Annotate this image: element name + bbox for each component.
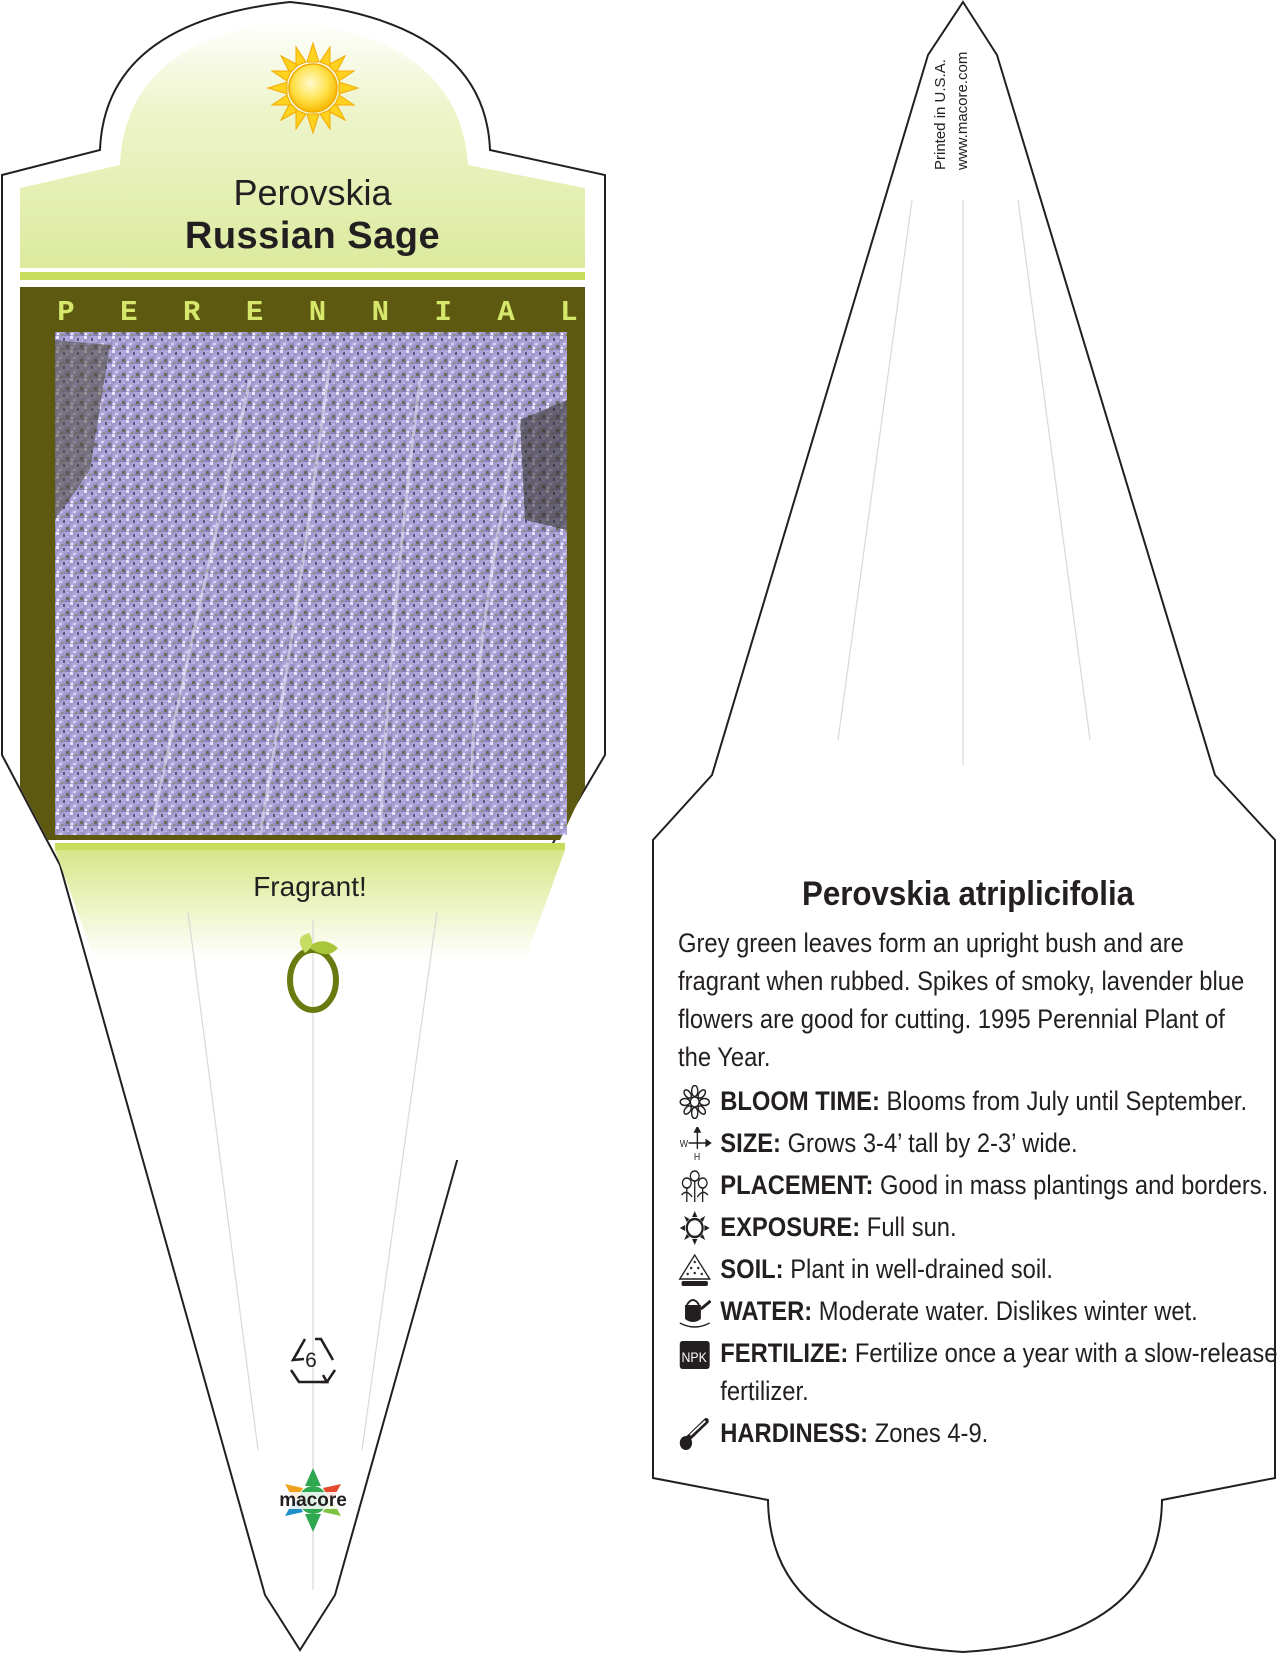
attribute-label: BLOOM TIME:: [720, 1086, 880, 1116]
category-letter: A: [497, 296, 515, 329]
category-letter: N: [371, 296, 390, 329]
category-letter: R: [183, 296, 201, 329]
attribute-label: WATER:: [720, 1296, 813, 1326]
header-divider: [20, 272, 585, 280]
category-label: [55, 296, 580, 329]
attribute-text: Zones 4-9.: [868, 1418, 989, 1448]
lower-band: [55, 843, 565, 850]
attribute-text-continued: slow-release fertilizer.: [720, 1338, 1277, 1406]
attribute-text: Good in mass plantings and borders.: [873, 1170, 1269, 1200]
recycle-number: 6: [305, 1349, 317, 1372]
printed-in-label: Printed in U.S.A.: [932, 59, 949, 170]
attribute-text: Fertilize once a year with a: [848, 1338, 1138, 1368]
attribute-text: Blooms from July until September.: [879, 1086, 1248, 1116]
attribute-text: Full sun.: [860, 1212, 957, 1242]
feature-label: Fragrant!: [253, 871, 367, 902]
common-name: Russian Sage: [184, 215, 441, 257]
category-letter: I: [434, 296, 452, 329]
category-letter: N: [308, 296, 327, 329]
svg-text:NPK: NPK: [681, 1349, 707, 1366]
brand-wordmark: macore: [279, 1490, 347, 1511]
genus-name: Perovskia: [233, 172, 392, 213]
attribute-label: SOIL:: [720, 1254, 784, 1284]
category-letter: L: [560, 296, 578, 329]
attribute-soil: [678, 1250, 1277, 1288]
attribute-label: HARDINESS:: [720, 1418, 869, 1448]
attribute-exposure: [678, 1208, 1277, 1246]
attribute-hardiness: [678, 1414, 1277, 1452]
attribute-label: SIZE:: [720, 1128, 781, 1158]
watering-can-icon: [678, 1295, 711, 1329]
attribute-bloom-time: [678, 1082, 1277, 1120]
soil-icon: [678, 1253, 711, 1287]
website-label: www.macore.com: [954, 51, 971, 170]
attribute-text: Moderate water. Dislikes winter wet.: [812, 1296, 1198, 1326]
attribute-size: [678, 1124, 1277, 1162]
attribute-water: [678, 1292, 1277, 1330]
plant-description: Grey green leaves form an upright bush and are fragrant when rubbed. Spikes of smoky, lavender blue flowers are good for cutting. 1995 Perennial Plant of the Year.: [678, 928, 1245, 1072]
attribute-placement: [678, 1166, 1277, 1204]
placement-icon: [678, 1169, 711, 1203]
exposure-sun-icon: [678, 1211, 711, 1245]
category-letter: E: [245, 296, 264, 329]
scientific-name: Perovskia atriplicifolia: [801, 875, 1135, 913]
attribute-text: Grows 3-4’ tall by 2-3’ wide.: [780, 1128, 1078, 1158]
svg-text:W: W: [679, 1137, 689, 1150]
flower-icon: [678, 1085, 711, 1119]
attribute-fertilize: [678, 1334, 1277, 1410]
plant-info: [678, 875, 1277, 1456]
attribute-label: EXPOSURE:: [720, 1212, 861, 1242]
fertilizer-icon: [678, 1337, 711, 1371]
category-letter: P: [57, 296, 75, 329]
front-lower-fade: [95, 960, 525, 1160]
category-letter: E: [120, 296, 138, 329]
attribute-text: Plant in well-drained soil.: [783, 1254, 1054, 1284]
attribute-label: PLACEMENT:: [720, 1170, 874, 1200]
size-icon: [678, 1127, 711, 1161]
photo-shadow-right: [520, 400, 567, 530]
thermometer-icon: [678, 1417, 711, 1451]
svg-text:H: H: [693, 1150, 701, 1161]
attribute-label: FERTILIZE:: [720, 1338, 849, 1368]
sun-icon: [268, 43, 358, 133]
